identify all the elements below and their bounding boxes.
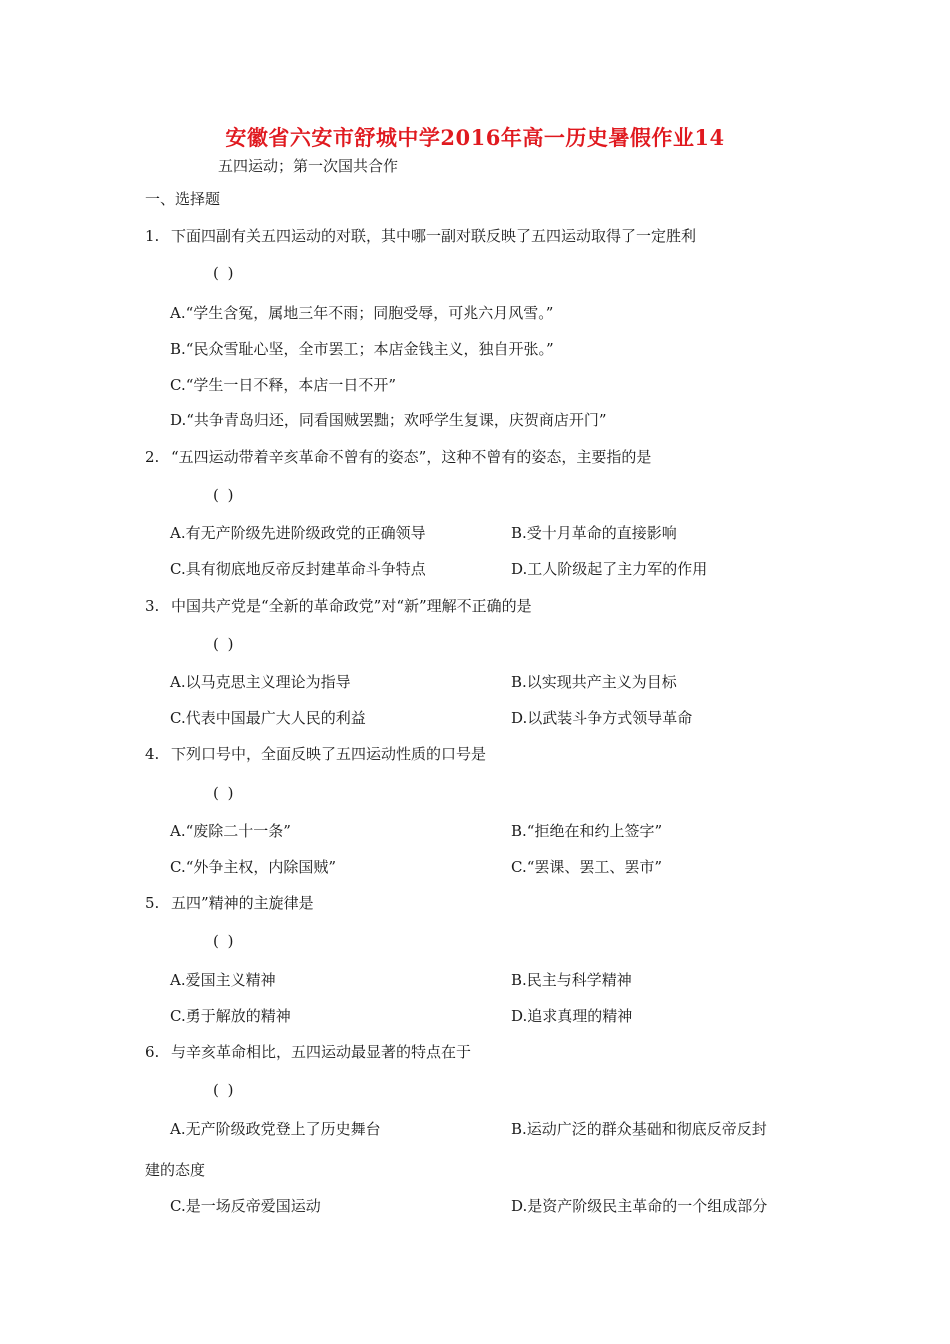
option-b: B.受十月革命的直接影响 bbox=[511, 524, 677, 542]
answer-blank: ( ) bbox=[213, 932, 236, 950]
option-c: C.是一场反帝爱国运动 bbox=[170, 1197, 321, 1215]
option-d: D.是资产阶级民主革命的一个组成部分 bbox=[511, 1197, 768, 1215]
question-5 bbox=[145, 892, 314, 913]
option-b: B.“民众雪耻心坚，全市罢工；本店金钱主义，独自开张。” bbox=[170, 340, 554, 358]
option-d: D.“共争青岛归还，同看国贼罢黜；欢呼学生复课，庆贺商店开门” bbox=[170, 411, 607, 429]
option-b: B.“拒绝在和约上签字” bbox=[511, 822, 663, 840]
question-text: 五四”精神的主旋律是 bbox=[171, 894, 314, 912]
option-a: A.以马克思主义理论为指导 bbox=[170, 673, 351, 691]
option-c: C.具有彻底地反帝反封建革命斗争特点 bbox=[170, 560, 426, 578]
page-subtitle: 五四运动；第一次国共合作 bbox=[218, 157, 399, 175]
answer-blank: ( ) bbox=[213, 1081, 236, 1099]
question-text: 与辛亥革命相比，五四运动最显著的特点在于 bbox=[171, 1043, 472, 1061]
question-number: 3. bbox=[145, 597, 160, 615]
question-text: “五四运动带着辛亥革命不曾有的姿态”，这种不曾有的姿态，主要指的是 bbox=[171, 448, 652, 466]
page-title: 安徽省六安市舒城中学2016年高一历史暑假作业14 bbox=[225, 125, 725, 150]
option-d: C.“罢课、罢工、罢市” bbox=[511, 858, 663, 876]
question-text: 下面四副有关五四运动的对联，其中哪一副对联反映了五四运动取得了一定胜利 bbox=[171, 227, 697, 245]
answer-blank: ( ) bbox=[213, 264, 236, 282]
option-a: A.有无产阶级先进阶级政党的正确领导 bbox=[170, 524, 426, 542]
answer-blank: ( ) bbox=[213, 635, 236, 653]
question-1 bbox=[145, 225, 696, 246]
question-number: 6. bbox=[145, 1043, 160, 1061]
option-a: A.爱国主义精神 bbox=[170, 971, 276, 989]
question-number: 4. bbox=[145, 745, 160, 763]
option-a: A.“学生含冤，属地三年不雨；同胞受辱，可兆六月风雪。” bbox=[170, 304, 554, 322]
answer-blank: ( ) bbox=[213, 784, 236, 802]
question-3 bbox=[145, 595, 532, 616]
question-4 bbox=[145, 743, 486, 764]
option-d: D.工人阶级起了主力军的作用 bbox=[511, 560, 708, 578]
option-b: B.民主与科学精神 bbox=[511, 971, 632, 989]
question-number: 2. bbox=[145, 448, 160, 466]
question-number: 5. bbox=[145, 894, 160, 912]
option-a: A.无产阶级政党登上了历史舞台 bbox=[170, 1120, 381, 1138]
option-c: C.代表中国最广大人民的利益 bbox=[170, 709, 366, 727]
section-heading: 一、选择题 bbox=[145, 190, 221, 208]
answer-blank: ( ) bbox=[213, 486, 236, 504]
question-text: 中国共产党是“全新的革命政党”对“新”理解不正确的是 bbox=[171, 597, 532, 615]
question-6 bbox=[145, 1041, 471, 1062]
option-c: C.“学生一日不释，本店一日不开” bbox=[170, 376, 397, 394]
option-c: C.勇于解放的精神 bbox=[170, 1007, 291, 1025]
question-2 bbox=[145, 446, 651, 467]
question-number: 1. bbox=[145, 227, 160, 245]
option-c: C.“外争主权，内除国贼” bbox=[170, 858, 337, 876]
option-b-continued: 建的态度 bbox=[145, 1161, 206, 1179]
option-b: B.运动广泛的群众基础和彻底反帝反封 bbox=[511, 1120, 767, 1138]
option-d: D.追求真理的精神 bbox=[511, 1007, 633, 1025]
option-d: D.以武装斗争方式领导革命 bbox=[511, 709, 693, 727]
option-a: A.“废除二十一条” bbox=[170, 822, 291, 840]
option-b: B.以实现共产主义为目标 bbox=[511, 673, 677, 691]
question-text: 下列口号中，全面反映了五四运动性质的口号是 bbox=[171, 745, 487, 763]
